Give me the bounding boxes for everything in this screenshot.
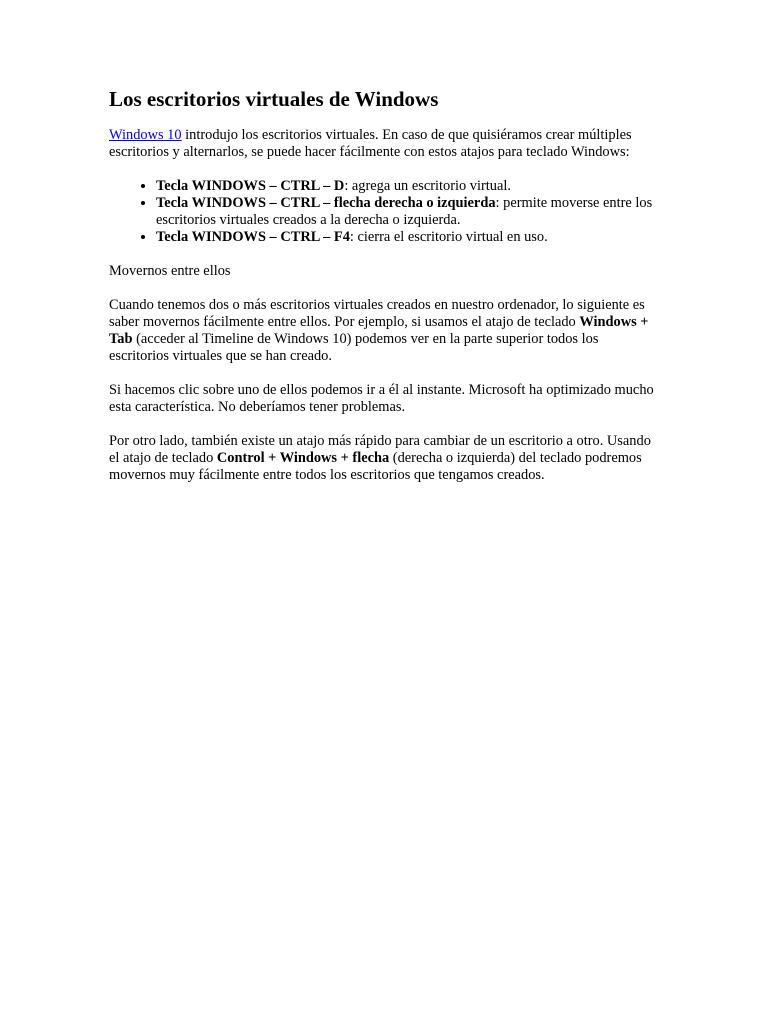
bold-shortcut: Windows + Tab	[109, 314, 649, 347]
shortcut-keys: Tecla WINDOWS – CTRL – F4	[156, 229, 350, 245]
shortcut-keys: Tecla WINDOWS – CTRL – flecha derecha o izquierda	[156, 195, 496, 211]
intro-paragraph	[109, 127, 659, 161]
shortcut-keys: Tecla WINDOWS – CTRL – D	[156, 178, 345, 194]
paragraph-text: Por otro lado, también existe un atajo más rápido para cambiar de un escritorio a otro. Usando el atajo de teclado	[109, 433, 651, 466]
list-item	[156, 195, 659, 229]
paragraph-other-shortcut	[109, 433, 659, 484]
section-subheading: Movernos entre ellos	[109, 263, 231, 279]
paragraph-click: Si hacemos clic sobre uno de ellos podemos ir a él al instante. Microsoft ha optimizado mucho esta característica. No deberíamos tener problemas.	[109, 382, 654, 415]
shortcut-description: : permite moverse entre los escritorios virtuales creados a la derecha o izquierda.	[156, 195, 653, 228]
paragraph-text: Cuando tenemos dos o más escritorios virtuales creados en nuestro ordenador, lo siguiente es saber movernos fácilmente entre ellos. Por ejemplo, si usamos el atajo de teclado	[109, 297, 645, 330]
windows-10-link[interactable]: Windows 10	[109, 127, 182, 143]
document-page	[109, 86, 659, 501]
list-item	[156, 178, 659, 195]
paragraph-text: (derecha o izquierda) del teclado podremos movernos muy fácilmente entre todos los escritorios que tengamos creados.	[109, 450, 642, 483]
bold-shortcut: Control + Windows + flecha	[216, 450, 390, 466]
page-title: Los escritorios virtuales de Windows	[109, 87, 439, 111]
paragraph-moving	[109, 297, 659, 365]
shortcut-list	[109, 178, 659, 246]
intro-text: introdujo los escritorios virtuales. En caso de que quisiéramos crear múltiples escritorios y alternarlos, se puede hacer fácilmente con estos atajos para teclado Windows:	[109, 127, 632, 160]
shortcut-description: : agrega un escritorio virtual.	[344, 178, 511, 194]
list-item	[156, 229, 659, 246]
paragraph-text: (acceder al Timeline de Windows 10) podemos ver en la parte superior todos los escritorios virtuales que se han creado.	[109, 331, 599, 364]
shortcut-description: : cierra el escritorio virtual en uso.	[349, 229, 548, 245]
